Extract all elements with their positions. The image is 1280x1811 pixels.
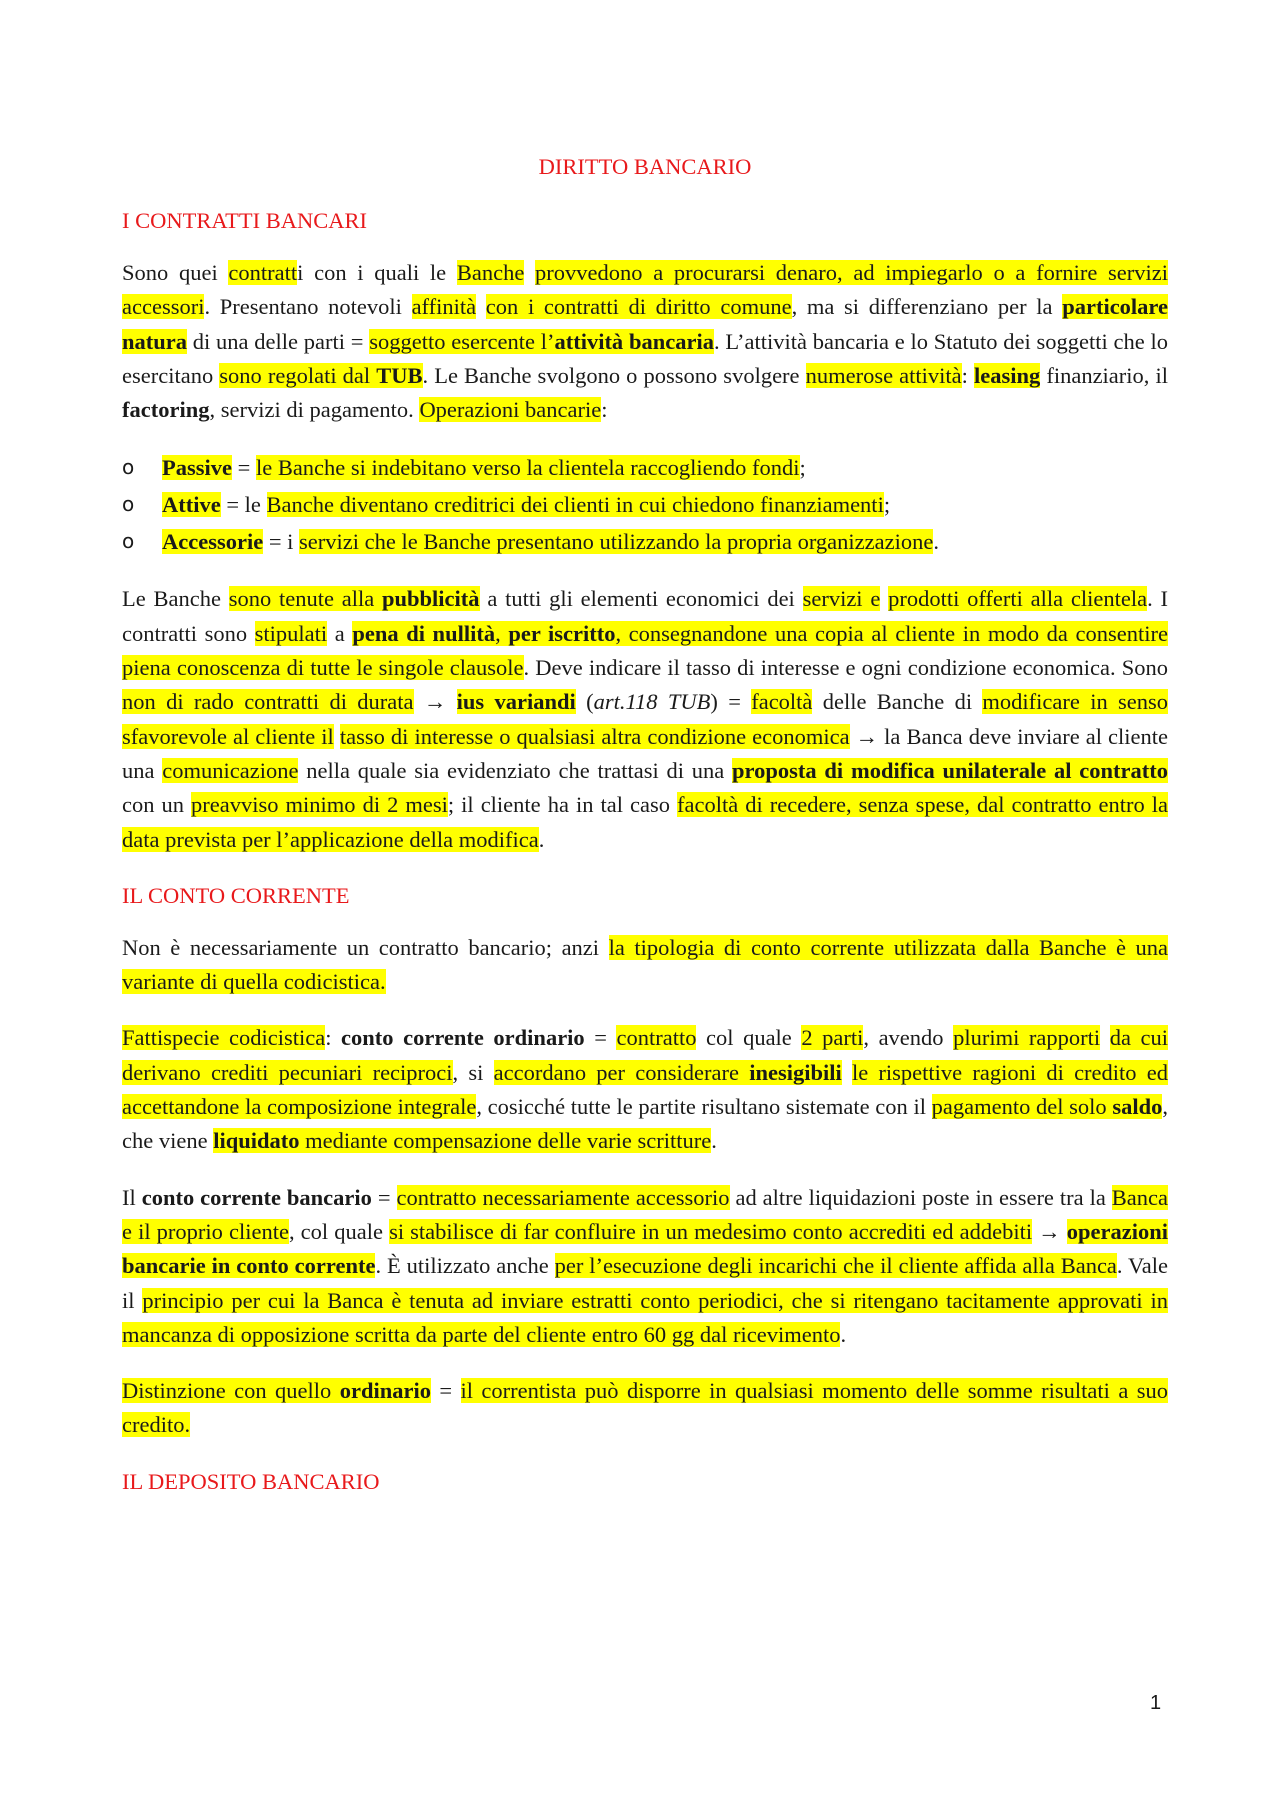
paragraph-conto-bancario: Il conto corrente bancario = contratto necessariamente accessorio ad altre liquidazioni poste in essere tra la Banca e il proprio cliente, col quale si stabilisce di far confluire in un medesimo conto accrediti ed addebiti → operazioni bancarie in conto corrente. È utilizzato anche per l’esecuzione degli incarichi che il cliente affida alla Banca. Vale il principio per cui la Banca è tenuta ad inviare estratti conto periodici, che si ritengano tacitamente approvati in mancanza di opposizione scritta da parte del cliente entro 60 gg dal ricevimento. — [122, 1184, 1169, 1347]
section-heading-deposito: IL DEPOSITO BANCARIO — [122, 1468, 380, 1494]
bullet-marker: o — [122, 492, 135, 517]
document-title: DIRITTO BANCARIO — [538, 154, 752, 179]
operations-list — [122, 449, 1168, 560]
paragraph-distinzione: Distinzione con quello ordinario = il correntista può disporre in qualsiasi momento delle somme risultati a suo credito. — [122, 1378, 1168, 1438]
section-heading-conto-corrente: IL CONTO CORRENTE — [122, 882, 350, 908]
bullet-marker: o — [122, 529, 135, 554]
paragraph-conto-intro: Non è necessariamente un contratto bancario; anzi la tipologia di conto corrente utilizzata dalla Banche è una variante di quella codicistica. — [122, 934, 1168, 995]
bullet-marker: o — [122, 455, 135, 480]
list-item-attive: o Attive = le Banche diventano creditrici dei clienti in cui chiedono finanziamenti; — [122, 486, 1168, 523]
page-content — [122, 150, 1168, 1517]
section-heading-contratti: I CONTRATTI BANCARI — [122, 208, 367, 233]
list-item-accessorie: o Accessorie = i servizi che le Banche presentano utilizzando la propria organizzazione. — [122, 523, 1168, 560]
paragraph-contratti-intro: Sono quei contratti con i quali le Banche provvedono a procurarsi denaro, ad impiegarlo o a fornire servizi accessori. Presentano notevoli affinità con i contratti di diritto comune, ma si differenziano per la particolare natura di una delle parti = soggetto esercente l’attività bancaria. L’attività bancaria e lo Statuto dei soggetti che lo esercitano sono regolati dal TUB. Le Banche svolgono o possono svolgere numerose attività: leasing finanziario, il factoring, servizi di pagamento. Operazioni bancarie: — [122, 260, 1169, 423]
paragraph-pubblicita: Le Banche sono tenute alla pubblicità a tutti gli elementi economici dei servizi e prodotti offerti alla clientela. I contratti sono stipulati a pena di nullità, per iscritto, consegnandone una copia al cliente in modo da consentire piena conoscenza di tutte le singole clausole. Deve indicare il tasso di interesse e ogni condizione economica. Sono non di rado contratti di durata → ius variandi (art.118 TUB) = facoltà delle Banche di modificare in senso sfavorevole al cliente il tasso di interesse o qualsiasi altra condizione economica → la Banca deve inviare al cliente una comunicazione nella quale sia evidenziato che trattasi di una proposta di modifica unilaterale al contratto con un preavviso minimo di 2 mesi; il cliente ha in tal caso facoltà di recedere, senza spese, dal contratto entro la data prevista per l’applicazione della modifica. — [122, 586, 1169, 852]
paragraph-fattispecie: Fattispecie codicistica: conto corrente ordinario = contratto col quale 2 parti, avendo plurimi rapporti da cui derivano crediti pecuniari reciproci, si accordano per considerare inesigibili le rispettive ragioni di credito ed accettandone la composizione integrale, cosicché tutte le partite risultano sistemate con il pagamento del solo saldo, che viene liquidato mediante compensazione delle varie scritture. — [122, 1025, 1169, 1154]
list-item-passive: o Passive = le Banche si indebitano verso la clientela raccogliendo fondi; — [122, 449, 1168, 486]
page-number: 1 — [1150, 1692, 1162, 1714]
